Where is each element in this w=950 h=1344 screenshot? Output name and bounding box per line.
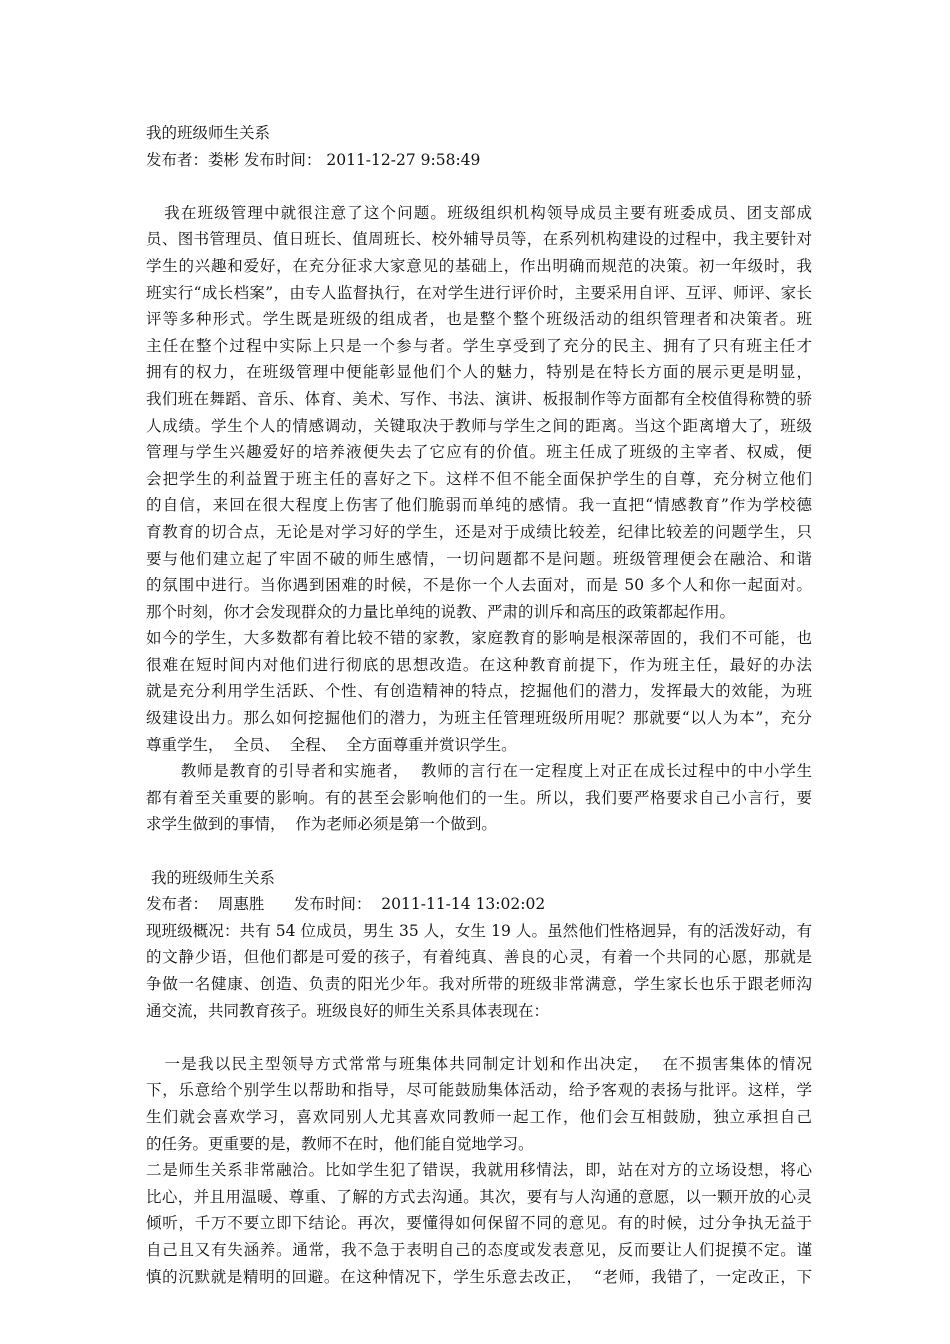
text-line: 班实行“成长档案”，由专人监督执行，在对学生进行评价时，主要采用自评、互评、师评、家长 bbox=[146, 283, 812, 302]
text-line: 级建设出力。那么如何挖掘他们的潜力，为班主任管理班级所用呢？那就要“以人为本”，充分 bbox=[146, 709, 812, 728]
text-line: 通交流，共同教育孩子。班级良好的师生关系具体表现在： bbox=[146, 1001, 550, 1020]
text-line: 就是充分利用学生活跃、个性、有创造精神的特点，挖掘他们的潜力，发挥最大的效能，为班 bbox=[146, 682, 812, 701]
text-line: 人成绩。学生个人的情感调动，关键取决于教师与学生之间的距离。当这个距离增大了，班级 bbox=[146, 416, 812, 435]
text-line: 下，乐意给个别学生以帮助和指导，尽可能鼓励集体活动，给予客观的表扬与批评。这样，学 bbox=[146, 1081, 812, 1100]
text-line: 教师是教育的引导者和实施者， 教师的言行在一定程度上对正在成长过程中的中小学生 bbox=[146, 762, 812, 781]
text-line: 尊重学生， 全员、 全程、 全方面尊重并赏识学生。 bbox=[146, 735, 517, 754]
paragraph bbox=[146, 918, 812, 1024]
article-1 bbox=[146, 120, 812, 838]
article-title: 我的班级师生关系 bbox=[146, 124, 271, 142]
text-line: 主任在整个过程中实际上只是一个参与者。学生享受到了充分的民主、拥有了只有班主任才 bbox=[146, 336, 812, 355]
text-line: 比心，并且用温暖、尊重、了解的方式去沟通。其次，要有与人沟通的意愿，以一颗开放的心灵 bbox=[146, 1187, 812, 1206]
text-line: 我在班级管理中就很注意了这个问题。班级组织机构领导成员主要有班委成员、团支部成 bbox=[146, 203, 812, 222]
text-line: 慎的沉默就是精明的回避。在这种情况下，学生乐意去改正， “老师，我错了，一定改正，下 bbox=[146, 1267, 812, 1286]
text-line: 要与他们建立起了牢固不破的师生感情，一切问题都不是问题。班级管理便会在融洽、和谐 bbox=[146, 549, 812, 568]
text-line: 的任务。更重要的是，教师不在时，他们能自觉地学习。 bbox=[146, 1134, 534, 1153]
text-line: 现班级概况：共有 54 位成员，男生 35 人，女生 19 人。虽然他们性格迥异，有的活泼好动，有 bbox=[146, 921, 812, 940]
text-line: 员、图书管理员、值日班长、值周班长、校外辅导员等，在系列机构建设的过程中，我主要针对 bbox=[146, 230, 812, 249]
paragraph bbox=[146, 200, 812, 626]
text-line: 管理与学生兴趣爱好的培养液便失去了它应有的价值。班主任成了班级的主宰者、权威，便 bbox=[146, 443, 812, 462]
paragraph bbox=[146, 1157, 812, 1290]
text-line: 自己且又有失涵养。通常，我不急于表明自己的态度或发表意见，反而要让人们捉摸不定。谨 bbox=[146, 1240, 812, 1259]
text-line: 一是我以民主型领导方式常常与班集体共同制定计划和作出决定， 在不损害集体的情况 bbox=[146, 1054, 812, 1073]
text-line: 育教育的切合点，无论是对学习好的学生，还是对于成绩比较差，纪律比较差的问题学生，只 bbox=[146, 522, 812, 541]
text-line: 的氛围中进行。当你遇到困难的时候，不是你一个人去面对，而是 50 多个人和你一起面对。 bbox=[146, 576, 812, 595]
text-line: 求学生做到的事情， 作为老师必须是第一个做到。 bbox=[146, 815, 497, 834]
text-line: 生们就会喜欢学习，喜欢同别人尤其喜欢同教师一起工作，他们会互相鼓励，独立承担自己 bbox=[146, 1107, 812, 1126]
blank-line bbox=[146, 1024, 812, 1051]
text-line: 评等多种形式。学生既是班级的组成者，也是整个整个班级活动的组织管理者和决策者。班 bbox=[146, 310, 812, 329]
text-line: 会把学生的利益置于班主任的喜好之下。这样不但不能全面保护学生的自尊，充分树立他们 bbox=[146, 469, 812, 488]
text-line: 很难在短时间内对他们进行彻底的思想改造。在这种教育前提下，作为班主任，最好的办法 bbox=[146, 655, 812, 674]
paragraph bbox=[146, 1051, 812, 1157]
document-page bbox=[146, 120, 812, 1290]
text-line: 如今的学生，大多数都有着比较不错的家教，家庭教育的影响是根深蒂固的，我们不可能，也 bbox=[146, 629, 812, 648]
text-line: 二是师生关系非常融洽。比如学生犯了错误，我就用移情法，即，站在对方的立场设想，将心 bbox=[146, 1161, 812, 1180]
blank-line bbox=[146, 173, 812, 200]
text-line: 倾听，千万不要立即下结论。再次，要懂得如何保留不同的意见。有的时候，过分争执无益于 bbox=[146, 1214, 812, 1233]
article-2 bbox=[146, 865, 812, 1291]
article-meta: 发布者：娄彬 发布时间： 2011-12-27 9:58:49 bbox=[146, 150, 481, 169]
text-line: 的文静少语，但他们都是可爱的孩子，有着纯真、善良的心灵，有着一个共同的心愿，那就是 bbox=[146, 948, 812, 967]
article-title: 我的班级师生关系 bbox=[146, 868, 275, 887]
text-line: 那个时刻，你才会发现群众的力量比单纯的说教、严肃的训斥和高压的政策都起作用。 bbox=[146, 602, 736, 621]
blank-line bbox=[146, 838, 812, 865]
article-meta: 发布者： 周惠胜 发布时间： 2011-11-14 13:02:02 bbox=[146, 895, 546, 914]
text-line: 拥有的权力，在班级管理中便能彰显他们个人的魅力，特别是在特长方面的展示更是明显， bbox=[146, 363, 812, 382]
text-line: 我们班在舞蹈、音乐、体育、美术、写作、书法、演讲、板报制作等方面都有全校值得称赞的骄 bbox=[146, 389, 812, 408]
paragraph bbox=[146, 625, 812, 758]
text-line: 学生的兴趣和爱好，在充分征求大家意见的基础上，作出明确而规范的决策。初一年级时，我 bbox=[146, 256, 812, 275]
text-line: 争做一名健康、创造、负责的阳光少年。我对所带的班级非常满意，学生家长也乐于跟老师沟 bbox=[146, 975, 812, 993]
text-line: 的自信，来回在很大程度上伤害了他们脆弱而单纯的感情。我一直把“情感教育”作为学校德 bbox=[146, 496, 812, 515]
text-line: 都有着至关重要的影响。有的甚至会影响他们的一生。所以，我们要严格要求自己小言行，要 bbox=[146, 788, 812, 807]
paragraph bbox=[146, 758, 812, 838]
